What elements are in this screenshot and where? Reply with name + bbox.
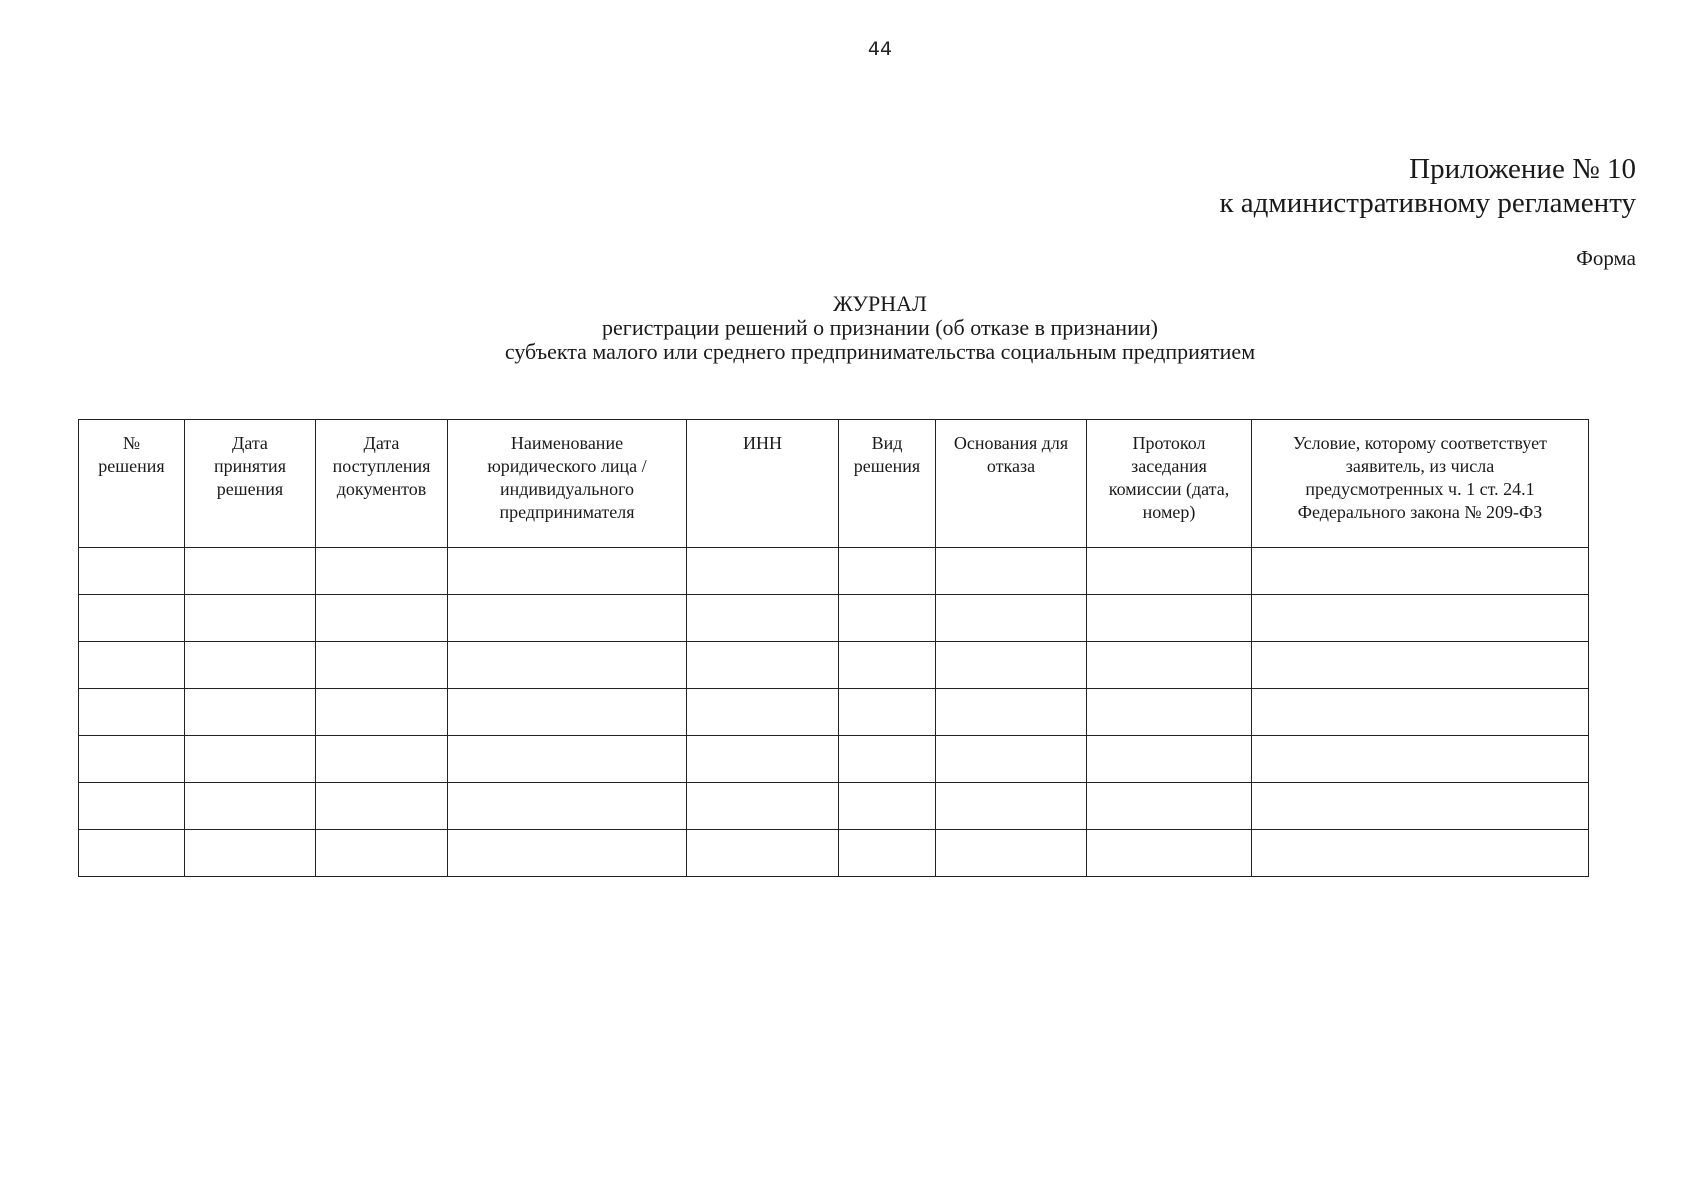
header-line: заседания bbox=[1131, 456, 1207, 476]
table-cell bbox=[839, 783, 936, 830]
table-cell bbox=[936, 783, 1087, 830]
table-header-row bbox=[79, 420, 1589, 548]
table-cell bbox=[185, 783, 316, 830]
table-cell bbox=[316, 595, 448, 642]
table-cell bbox=[1087, 736, 1252, 783]
header-line: Наименование bbox=[510, 433, 624, 453]
table-cell bbox=[1252, 548, 1589, 595]
table-cell bbox=[839, 736, 936, 783]
header-decision-date bbox=[185, 420, 316, 548]
table-cell bbox=[1087, 689, 1252, 736]
header-line: Дата bbox=[232, 433, 268, 453]
header-line: решения bbox=[98, 456, 165, 476]
table-cell bbox=[185, 830, 316, 877]
table-cell bbox=[1252, 783, 1589, 830]
header-line: номер) bbox=[1142, 502, 1196, 522]
table-cell bbox=[936, 642, 1087, 689]
header-line: заявитель, из числа bbox=[1345, 456, 1495, 476]
table-row bbox=[79, 736, 1589, 783]
header-inn bbox=[687, 420, 839, 548]
header-line: № bbox=[122, 433, 141, 453]
table-cell bbox=[1087, 548, 1252, 595]
table-cell bbox=[448, 595, 687, 642]
table-cell bbox=[839, 642, 936, 689]
table-cell bbox=[839, 548, 936, 595]
table-cell bbox=[1087, 783, 1252, 830]
journal-title bbox=[0, 292, 1695, 364]
appendix-line-2: к административному регламенту bbox=[1219, 187, 1636, 219]
table-cell bbox=[1087, 642, 1252, 689]
header-line: принятия bbox=[214, 456, 286, 476]
table-cell bbox=[79, 595, 185, 642]
journal-table bbox=[78, 419, 1589, 877]
table-cell bbox=[839, 689, 936, 736]
table-cell bbox=[839, 830, 936, 877]
table-cell bbox=[687, 642, 839, 689]
header-line: решения bbox=[216, 479, 284, 499]
header-refusal-grounds bbox=[936, 420, 1087, 548]
form-label: Форма bbox=[1576, 246, 1636, 270]
table-cell bbox=[1252, 830, 1589, 877]
table-row bbox=[79, 595, 1589, 642]
table-row bbox=[79, 642, 1589, 689]
table-cell bbox=[448, 642, 687, 689]
header-line: индивидуального bbox=[499, 479, 634, 499]
table-cell bbox=[79, 548, 185, 595]
appendix-note bbox=[1219, 152, 1636, 220]
table-cell bbox=[448, 830, 687, 877]
journal-title-line-3: субъекта малого или среднего предпринимательства социальным предприятием bbox=[504, 339, 1256, 364]
header-decision-type bbox=[839, 420, 936, 548]
table-cell bbox=[936, 689, 1087, 736]
table-cell bbox=[936, 830, 1087, 877]
header-line: документов bbox=[336, 479, 427, 499]
header-line: Вид bbox=[871, 433, 903, 453]
header-line: комиссии (дата, bbox=[1108, 479, 1230, 499]
header-entity-name bbox=[448, 420, 687, 548]
table-cell bbox=[687, 736, 839, 783]
table-cell bbox=[316, 548, 448, 595]
table-cell bbox=[448, 548, 687, 595]
table-cell bbox=[185, 548, 316, 595]
table-cell bbox=[448, 689, 687, 736]
table-cell bbox=[79, 642, 185, 689]
journal-title-main: ЖУРНАЛ bbox=[833, 291, 927, 316]
header-line: Условие, которому соответствует bbox=[1293, 433, 1547, 453]
appendix-line-1: Приложение № 10 bbox=[1409, 153, 1636, 185]
table-cell bbox=[448, 736, 687, 783]
table-cell bbox=[687, 783, 839, 830]
table-cell bbox=[316, 783, 448, 830]
table-cell bbox=[79, 783, 185, 830]
table-cell bbox=[316, 736, 448, 783]
table-cell bbox=[936, 595, 1087, 642]
header-line: ИНН bbox=[743, 433, 782, 453]
table-cell bbox=[79, 830, 185, 877]
table-cell bbox=[1087, 830, 1252, 877]
table-row bbox=[79, 689, 1589, 736]
journal-title-line-2: регистрации решений о признании (об отказе в признании) bbox=[602, 315, 1158, 340]
table-cell bbox=[687, 689, 839, 736]
table-cell bbox=[185, 689, 316, 736]
table-cell bbox=[687, 830, 839, 877]
table-cell bbox=[185, 595, 316, 642]
header-applicant-condition bbox=[1252, 420, 1589, 548]
header-commission-protocol bbox=[1087, 420, 1252, 548]
table-row bbox=[79, 548, 1589, 595]
table-cell bbox=[1087, 595, 1252, 642]
table-cell bbox=[185, 642, 316, 689]
table-cell bbox=[936, 736, 1087, 783]
journal-table-container bbox=[78, 419, 1588, 877]
header-line: Дата bbox=[363, 433, 400, 453]
table-cell bbox=[79, 689, 185, 736]
table-cell bbox=[1252, 595, 1589, 642]
table-row bbox=[79, 830, 1589, 877]
table-cell bbox=[1252, 642, 1589, 689]
table-cell bbox=[687, 595, 839, 642]
table-row bbox=[79, 783, 1589, 830]
table-cell bbox=[936, 548, 1087, 595]
table-cell bbox=[687, 548, 839, 595]
table-cell bbox=[448, 783, 687, 830]
table-cell bbox=[316, 689, 448, 736]
header-line: предусмотренных ч. 1 ст. 24.1 bbox=[1305, 479, 1535, 499]
table-cell bbox=[1252, 736, 1589, 783]
header-line: Федерального закона № 209-ФЗ bbox=[1297, 502, 1543, 522]
header-documents-date bbox=[316, 420, 448, 548]
table-cell bbox=[79, 736, 185, 783]
header-line: решения bbox=[853, 456, 921, 476]
table-cell bbox=[839, 595, 936, 642]
table-cell bbox=[1252, 689, 1589, 736]
header-line: поступления bbox=[332, 456, 431, 476]
table-cell bbox=[185, 736, 316, 783]
header-line: отказа bbox=[986, 456, 1036, 476]
table-cell bbox=[316, 830, 448, 877]
page-number: 44 bbox=[867, 38, 893, 60]
header-line: Протокол bbox=[1132, 433, 1206, 453]
header-line: предпринимателя bbox=[499, 502, 635, 522]
table-body bbox=[79, 548, 1589, 877]
table-cell bbox=[316, 642, 448, 689]
header-line: Основания для bbox=[953, 433, 1069, 453]
header-line: юридического лица / bbox=[487, 456, 647, 476]
header-decision-number bbox=[79, 420, 185, 548]
